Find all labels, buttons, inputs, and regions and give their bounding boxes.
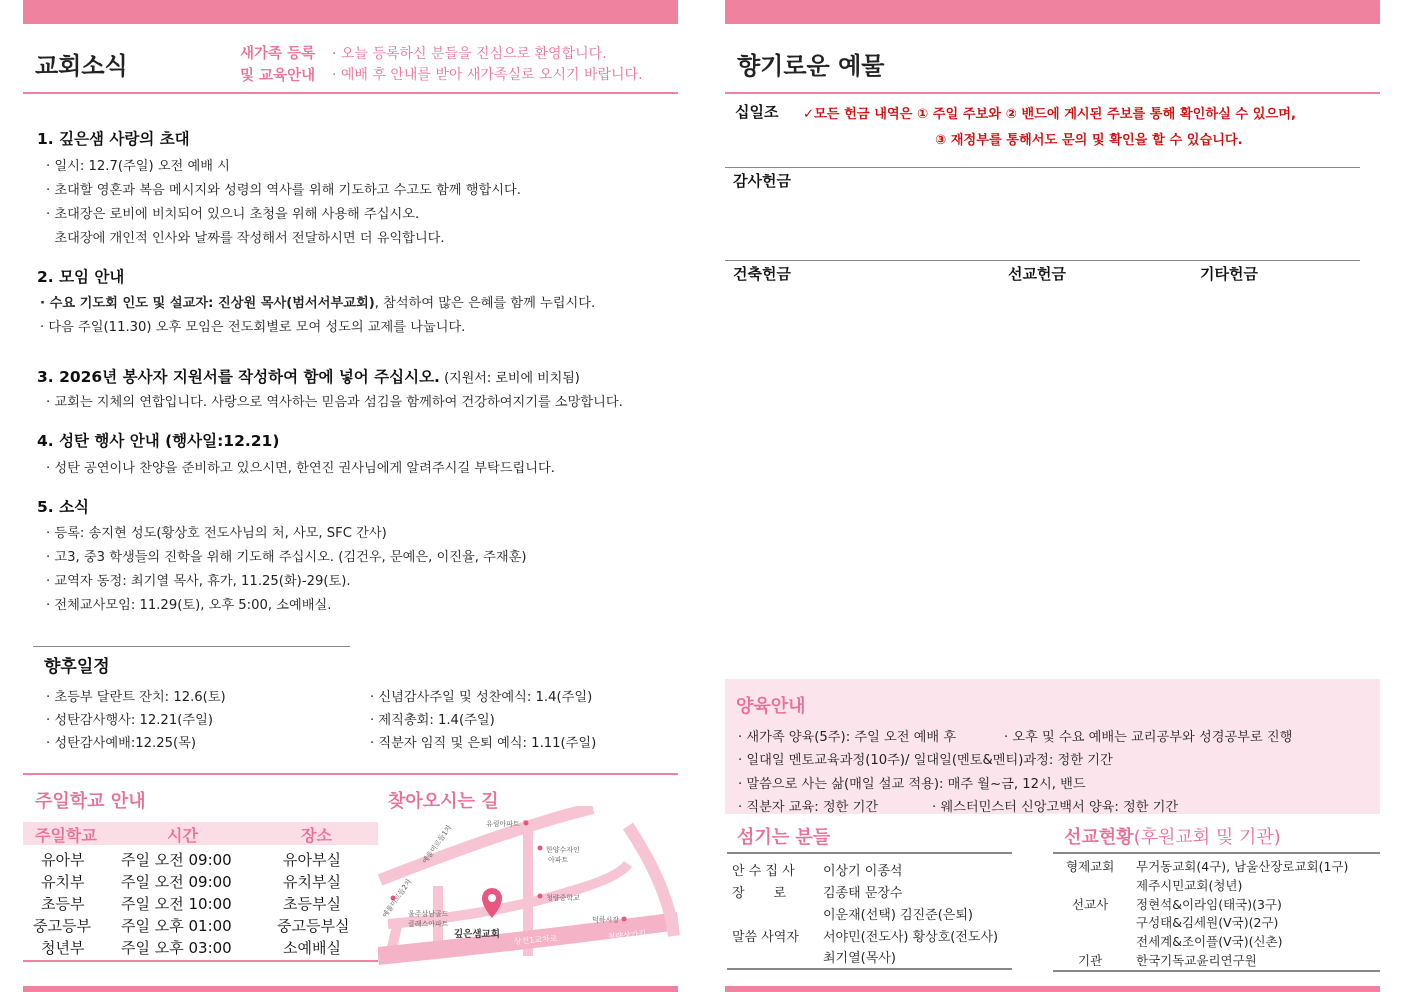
schedule-item: · 초등부 달란트 잔치: 12.6(토) [46, 690, 226, 705]
map-road [380, 808, 593, 880]
server-names: 최기열(목사) [823, 951, 896, 966]
missions-title-sub: (후원교회 및 기관) [1133, 827, 1281, 848]
offering-notice-1: ✓모든 헌금 내역은 ① 주일 주보와 ② 밴드에 게시된 주보를 통해 확인하실 수 있으며, [803, 107, 1296, 122]
map-label-yeeul-2: 예울미르들2차 [381, 877, 414, 920]
section-2-item-1 [40, 292, 595, 311]
lower-left-rule [23, 773, 678, 775]
sunday-school-bottom-rule [23, 960, 378, 962]
sunday-school-time: 주일 오전 09:00 [121, 873, 232, 891]
section-5-item: · 고3, 중3 학생들의 진학을 위해 기도해 주십시오. (김건우, 문예은, 이진율, 주재훈) [46, 550, 527, 565]
section-5-item: · 등록: 송지현 성도(황상호 전도사님의 처, 사모, SFC 간사) [46, 526, 387, 541]
section-3-title-rest: (지원서: 로비에 비치됨) [439, 371, 580, 386]
right-top-bar [725, 0, 1380, 24]
schedule-rule [33, 646, 350, 647]
map-label-ulju-1: 울주삼남골드 [408, 910, 449, 918]
education-item: · 일대일 멘토교육과정(10주)/ 일대일(멘토&멘티)과정: 정한 기간 [738, 753, 1113, 768]
church-pin-hole [488, 894, 496, 902]
section-3-title-bold: 3. 2026년 봉사자 지원서를 작성하여 함에 넣어 주십시오. [37, 368, 440, 386]
schedule-item: · 성탄감사예배:12.25(목) [46, 736, 197, 751]
servers-bottom-rule [727, 968, 1012, 970]
left-top-bar [23, 0, 678, 24]
sunday-school-place: 중고등부실 [277, 917, 350, 935]
map-label-cheongnyang: 청량중학교 [546, 894, 580, 902]
directions-title: 찾아오시는 길 [388, 791, 499, 812]
section-2-item: · 다음 주일(11.30) 오후 모임은 전도회별로 모여 성도의 교제를 나눕니다. [40, 320, 466, 335]
sunday-school-place: 초등부실 [283, 895, 341, 913]
mission-value: 무거동교회(4구), 남울산장로교회(1구) [1136, 859, 1349, 874]
server-role: 말씀 사역자 [732, 930, 799, 945]
mission-value: 구성태&김세원(V국)(2구) [1136, 915, 1279, 930]
map-poi-dot [538, 846, 543, 851]
sunday-school-time: 주일 오전 09:00 [121, 851, 232, 869]
missions-bottom-rule [1053, 970, 1380, 972]
education-item: · 직분자 교육: 정한 기간 [738, 800, 879, 815]
server-names: 김종태 문장수 [823, 886, 903, 901]
schedule-item: · 제직총회: 1.4(주일) [370, 713, 495, 728]
offering-title: 향기로운 예물 [737, 52, 885, 80]
education-title: 양육안내 [736, 696, 806, 717]
sunday-school-time: 주일 오후 01:00 [121, 917, 232, 935]
sunday-school-dept: 초등부 [41, 895, 85, 913]
offering-notice-2: ③ 재정부를 통해서도 문의 및 확인을 할 수 있습니다. [935, 133, 1243, 148]
left-header-rule [23, 92, 678, 94]
missions-top-rule [1053, 852, 1380, 854]
section-2-item-1-bold: · 수요 기도회 인도 및 설교자: 진상원 목사(범서서부교회) [40, 296, 375, 311]
map-label-church: 깊은샘교회 [454, 929, 500, 940]
sunday-school-time: 주일 오전 10:00 [121, 895, 232, 913]
map-label-hanyang-2: 아파트 [548, 856, 569, 864]
schedule-title: 향후일정 [44, 657, 110, 677]
map-label-deokha: 덕하시장 [592, 916, 620, 924]
mission-value: 정현석&이라임(태국)(3구) [1136, 897, 1282, 912]
sunday-school-place: 유치부실 [283, 873, 341, 891]
server-names: 이운재(선택) 김진준(은퇴) [823, 908, 973, 923]
thanks-offering-label: 감사헌금 [733, 172, 791, 190]
sunday-school-time: 주일 오후 03:00 [121, 939, 232, 957]
education-item: · 오후 및 수요 예배는 교리공부와 성경공부로 진행 [1004, 730, 1293, 745]
section-5-item: · 교역자 동정: 최기열 목사, 휴가, 11.25(화)-29(토). [46, 574, 351, 589]
section-5-title: 5. 소식 [37, 498, 90, 516]
education-item: · 말씀으로 사는 삶(매일 설교 적용): 매주 월~금, 12시, 밴드 [738, 777, 1086, 792]
newcomer-label-2: 및 교육안내 [240, 68, 316, 84]
other-offering-label: 기타헌금 [1200, 265, 1258, 283]
left-bottom-bar [23, 986, 678, 992]
mission-key: 기관 [1078, 953, 1103, 968]
section-5-item: · 전체교사모임: 11.29(토), 오후 5:00, 소예배실. [46, 598, 332, 613]
map-poi-dot [524, 821, 529, 826]
right-bottom-bar [725, 986, 1380, 992]
sunday-school-header: 주일학교 [35, 826, 97, 845]
map-poi-dot [538, 894, 543, 899]
map-label-hanyang-1: 한양수자인 [546, 846, 580, 854]
mission-key: 선교사 [1072, 897, 1109, 912]
sunday-school-place: 유아부실 [283, 851, 341, 869]
server-role: 장 로 [732, 886, 787, 901]
sunday-school-table [23, 822, 378, 962]
servers-title: 섬기는 분들 [737, 827, 831, 848]
mission-value: 전세계&조이플(V국)(신촌) [1136, 934, 1283, 949]
section-2-title: 2. 모임 안내 [37, 268, 125, 286]
newcomer-label-1: 새가족 등록 [240, 46, 316, 62]
offering-rule-2 [725, 260, 1360, 261]
church-news-title: 교회소식 [35, 52, 128, 80]
right-header-rule [725, 92, 1380, 94]
sunday-school-place: 소예배실 [283, 939, 341, 957]
mission-value: 한국기독교윤리연구원 [1136, 953, 1257, 968]
sunday-school-dept: 중고등부 [33, 917, 91, 935]
server-names: 서야민(전도사) 황상호(전도사) [823, 930, 999, 945]
tithe-label: 십일조 [735, 103, 779, 121]
map-label-ulju-2: 클래스아파트 [408, 920, 449, 928]
section-4-title: 4. 성탄 행사 안내 (행사일:12.21) [37, 432, 280, 450]
mission-key: 형제교회 [1066, 859, 1115, 874]
sunday-school-header: 장소 [301, 826, 332, 845]
server-names: 이상기 이종석 [823, 864, 903, 879]
section-2-item-1-rest: , 참석하여 많은 은혜를 함께 누립시다. [374, 296, 596, 311]
missions-title [1064, 823, 1281, 849]
schedule-item: · 신념감사주일 및 성찬예식: 1.4(주일) [370, 690, 593, 705]
mission-offering-label: 선교헌금 [1008, 265, 1066, 283]
section-1-item: · 일시: 12.7(주일) 오전 예배 시 [46, 159, 230, 174]
servers-top-rule [727, 852, 1012, 854]
sunday-school-dept: 청년부 [41, 939, 85, 957]
directions-map [378, 806, 680, 966]
education-item: · 웨스터민스터 신앙고백서 양육: 정한 기간 [932, 800, 1179, 815]
sunday-school-title: 주일학교 안내 [35, 791, 146, 812]
section-1-item: · 초대할 영혼과 복음 메시지와 성령의 역사를 위해 기도하고 수고도 함께 행합시다. [46, 183, 521, 198]
map-label-yurim: 유림아파트 [486, 820, 520, 828]
schedule-item: · 성탄감사행사: 12.21(주일) [46, 713, 213, 728]
building-offering-label: 건축헌금 [733, 265, 791, 283]
section-4-item: · 성탄 공연이나 찬양을 준비하고 있으시면, 한연진 권사님에게 알려주시길 부탁드립니다. [46, 461, 555, 476]
newcomer-line-2: · 예배 후 안내를 받아 새가족실로 오시기 바랍니다. [332, 67, 643, 83]
missions-title-main: 선교현황 [1064, 827, 1134, 848]
newcomer-line-1: · 오늘 등록하신 분들을 진심으로 환영합니다. [332, 46, 607, 62]
map-label-road-2: 청량상가길 [607, 928, 647, 942]
section-1-item: 초대장에 개인적 인사와 날짜를 작성해서 전달하시면 더 유익합니다. [46, 231, 445, 246]
map-poi-dot [622, 917, 627, 922]
offering-rule-1 [725, 167, 1360, 168]
section-3-item: · 교회는 지체의 연합입니다. 사랑으로 역사하는 믿음과 섬김을 함께하여 건강하여지기를 소망합니다. [46, 395, 623, 410]
section-3-title [37, 365, 580, 387]
section-1-item: · 초대장은 로비에 비치되어 있으니 초청을 위해 사용해 주십시오. [46, 207, 420, 222]
map-label-road-1: 상선1교차로 [513, 933, 558, 946]
sunday-school-dept: 유아부 [41, 851, 85, 869]
schedule-item: · 직분자 임직 및 은퇴 예식: 1.11(주일) [370, 736, 597, 751]
education-item: · 새가족 양육(5주): 주일 오전 예배 후 [738, 730, 957, 745]
mission-value: 제주시민교회(청년) [1136, 878, 1243, 893]
map-label-yeeul-1: 예울미르들1차 [421, 823, 454, 866]
sunday-school-header: 시간 [167, 826, 198, 845]
sunday-school-dept: 유치부 [41, 873, 85, 891]
education-box [725, 679, 1380, 814]
server-role: 안 수 집 사 [732, 864, 795, 879]
section-1-title: 1. 깊은샘 사랑의 초대 [37, 130, 190, 148]
